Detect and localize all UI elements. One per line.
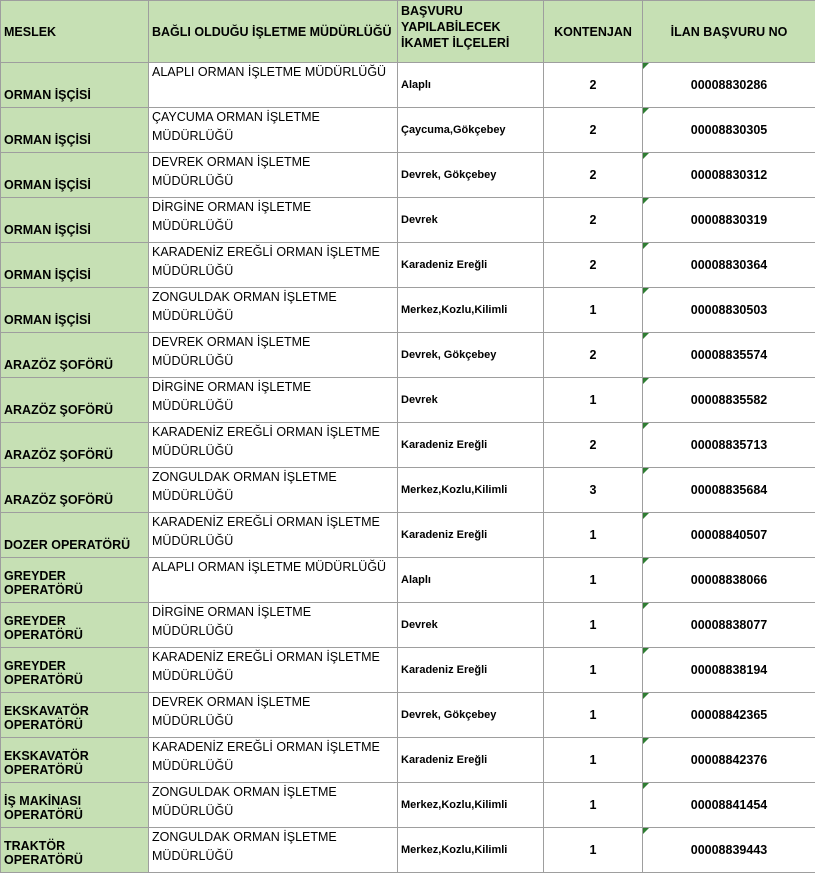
ilan-number: 00008830305 [691, 123, 767, 137]
header-ilan[interactable]: İLAN BAŞVURU NO [643, 1, 815, 63]
ilan-cell[interactable] [643, 243, 815, 288]
mudurluk-cell[interactable]: DEVREK ORMAN İŞLETME MÜDÜRLÜĞÜ [149, 333, 398, 378]
table-row [1, 603, 815, 648]
ilan-cell[interactable] [643, 333, 815, 378]
meslek-cell[interactable]: ORMAN İŞÇİSİ [1, 198, 149, 243]
meslek-cell[interactable]: EKSKAVATÖR OPERATÖRÜ [1, 738, 149, 783]
kontenjan-cell[interactable]: 2 [544, 198, 643, 243]
table-row [1, 738, 815, 783]
mudurluk-cell[interactable]: KARADENİZ EREĞLİ ORMAN İŞLETME MÜDÜRLÜĞÜ [149, 738, 398, 783]
ilce-cell[interactable]: Karadeniz Ereğli [398, 423, 544, 468]
table-row [1, 828, 815, 873]
table-row [1, 108, 815, 153]
table-row [1, 63, 815, 108]
ilan-cell[interactable] [643, 423, 815, 468]
table-row [1, 513, 815, 558]
comment-indicator-icon [643, 153, 649, 159]
ilce-cell[interactable]: Devrek, Gökçebey [398, 333, 544, 378]
ilan-cell[interactable] [643, 378, 815, 423]
ilan-number: 00008838077 [691, 618, 767, 632]
meslek-cell[interactable]: DOZER OPERATÖRÜ [1, 513, 149, 558]
ilan-number: 00008830503 [691, 303, 767, 317]
meslek-cell[interactable]: ORMAN İŞÇİSİ [1, 63, 149, 108]
ilan-number: 00008835713 [691, 438, 767, 452]
table-row [1, 783, 815, 828]
ilce-cell[interactable]: Merkez,Kozlu,Kilimli [398, 468, 544, 513]
ilan-cell[interactable] [643, 738, 815, 783]
ilan-number: 00008841454 [691, 798, 767, 812]
mudurluk-cell[interactable]: ZONGULDAK ORMAN İŞLETME MÜDÜRLÜĞÜ [149, 468, 398, 513]
comment-indicator-icon [643, 378, 649, 384]
ilan-number: 00008838066 [691, 573, 767, 587]
table-row [1, 333, 815, 378]
header-row [1, 1, 815, 63]
kontenjan-cell[interactable]: 2 [544, 423, 643, 468]
table-row [1, 468, 815, 513]
kontenjan-cell[interactable]: 1 [544, 513, 643, 558]
meslek-cell[interactable]: ARAZÖZ ŞOFÖRÜ [1, 468, 149, 513]
comment-indicator-icon [643, 513, 649, 519]
ilan-cell[interactable] [643, 108, 815, 153]
comment-indicator-icon [643, 693, 649, 699]
comment-indicator-icon [643, 108, 649, 114]
meslek-cell[interactable]: GREYDER OPERATÖRÜ [1, 648, 149, 693]
meslek-cell[interactable]: ORMAN İŞÇİSİ [1, 288, 149, 333]
ilan-number: 00008838194 [691, 663, 767, 677]
ilan-number: 00008830319 [691, 213, 767, 227]
ilan-cell[interactable] [643, 468, 815, 513]
comment-indicator-icon [643, 63, 649, 69]
ilan-number: 00008835582 [691, 393, 767, 407]
mudurluk-cell[interactable]: KARADENİZ EREĞLİ ORMAN İŞLETME MÜDÜRLÜĞÜ [149, 423, 398, 468]
comment-indicator-icon [643, 828, 649, 834]
meslek-cell[interactable]: GREYDER OPERATÖRÜ [1, 558, 149, 603]
table-row [1, 198, 815, 243]
mudurluk-cell[interactable]: DİRGİNE ORMAN İŞLETME MÜDÜRLÜĞÜ [149, 603, 398, 648]
kontenjan-cell[interactable]: 1 [544, 693, 643, 738]
ilce-cell[interactable]: Karadeniz Ereğli [398, 738, 544, 783]
ilan-number: 00008830364 [691, 258, 767, 272]
ilan-number: 00008830286 [691, 78, 767, 92]
kontenjan-cell[interactable]: 1 [544, 738, 643, 783]
mudurluk-cell[interactable]: DİRGİNE ORMAN İŞLETME MÜDÜRLÜĞÜ [149, 198, 398, 243]
comment-indicator-icon [643, 738, 649, 744]
kontenjan-cell[interactable]: 2 [544, 108, 643, 153]
mudurluk-cell[interactable]: KARADENİZ EREĞLİ ORMAN İŞLETME MÜDÜRLÜĞÜ [149, 513, 398, 558]
table-row [1, 288, 815, 333]
ilce-cell[interactable]: Devrek [398, 378, 544, 423]
mudurluk-cell[interactable]: DEVREK ORMAN İŞLETME MÜDÜRLÜĞÜ [149, 153, 398, 198]
ilce-cell[interactable]: Çaycuma,Gökçebey [398, 108, 544, 153]
ilce-cell[interactable]: Devrek, Gökçebey [398, 153, 544, 198]
kontenjan-cell[interactable]: 1 [544, 828, 643, 873]
table-row [1, 378, 815, 423]
mudurluk-cell[interactable]: ZONGULDAK ORMAN İŞLETME MÜDÜRLÜĞÜ [149, 783, 398, 828]
ilan-cell[interactable] [643, 603, 815, 648]
table-row [1, 693, 815, 738]
header-ilce[interactable]: BAŞVURU YAPILABİLECEK İKAMET İLÇELERİ [398, 1, 544, 63]
ilan-cell[interactable] [643, 63, 815, 108]
ilan-number: 00008842376 [691, 753, 767, 767]
meslek-cell[interactable]: ORMAN İŞÇİSİ [1, 153, 149, 198]
ilan-number: 00008840507 [691, 528, 767, 542]
ilce-cell[interactable]: Alaplı [398, 558, 544, 603]
table-body [1, 63, 815, 873]
mudurluk-cell[interactable]: ALAPLI ORMAN İŞLETME MÜDÜRLÜĞÜ [149, 558, 398, 603]
ilan-cell[interactable] [643, 198, 815, 243]
mudurluk-cell[interactable]: DİRGİNE ORMAN İŞLETME MÜDÜRLÜĞÜ [149, 378, 398, 423]
ilce-cell[interactable]: Karadeniz Ereğli [398, 243, 544, 288]
meslek-cell[interactable]: İŞ MAKİNASI OPERATÖRÜ [1, 783, 149, 828]
kontenjan-cell[interactable]: 2 [544, 333, 643, 378]
header-meslek[interactable]: MESLEK [1, 1, 149, 63]
comment-indicator-icon [643, 558, 649, 564]
kontenjan-cell[interactable]: 1 [544, 558, 643, 603]
ilce-cell[interactable]: Alaplı [398, 63, 544, 108]
ilan-cell[interactable] [643, 513, 815, 558]
meslek-cell[interactable]: GREYDER OPERATÖRÜ [1, 603, 149, 648]
kontenjan-cell[interactable]: 1 [544, 603, 643, 648]
meslek-cell[interactable]: ARAZÖZ ŞOFÖRÜ [1, 378, 149, 423]
header-kontenjan[interactable]: KONTENJAN [544, 1, 643, 63]
kontenjan-cell[interactable]: 1 [544, 783, 643, 828]
comment-indicator-icon [643, 198, 649, 204]
ilce-cell[interactable]: Devrek [398, 198, 544, 243]
table-row [1, 243, 815, 288]
kontenjan-cell[interactable]: 2 [544, 153, 643, 198]
meslek-cell[interactable]: TRAKTÖR OPERATÖRÜ [1, 828, 149, 873]
table-row [1, 558, 815, 603]
comment-indicator-icon [643, 603, 649, 609]
ilce-cell[interactable]: Merkez,Kozlu,Kilimli [398, 288, 544, 333]
ilan-cell[interactable] [643, 828, 815, 873]
ilce-cell[interactable]: Merkez,Kozlu,Kilimli [398, 783, 544, 828]
ilce-cell[interactable]: Devrek, Gökçebey [398, 693, 544, 738]
comment-indicator-icon [643, 243, 649, 249]
meslek-cell[interactable]: ORMAN İŞÇİSİ [1, 243, 149, 288]
mudurluk-cell[interactable]: KARADENİZ EREĞLİ ORMAN İŞLETME MÜDÜRLÜĞÜ [149, 648, 398, 693]
kontenjan-cell[interactable]: 1 [544, 378, 643, 423]
mudurluk-cell[interactable]: DEVREK ORMAN İŞLETME MÜDÜRLÜĞÜ [149, 693, 398, 738]
kontenjan-cell[interactable]: 1 [544, 648, 643, 693]
ilce-cell[interactable]: Devrek [398, 603, 544, 648]
ilan-number: 00008842365 [691, 708, 767, 722]
ilce-cell[interactable]: Merkez,Kozlu,Kilimli [398, 828, 544, 873]
ilce-cell[interactable]: Karadeniz Ereğli [398, 648, 544, 693]
mudurluk-cell[interactable]: ZONGULDAK ORMAN İŞLETME MÜDÜRLÜĞÜ [149, 828, 398, 873]
kontenjan-cell[interactable]: 2 [544, 243, 643, 288]
ilan-cell[interactable] [643, 693, 815, 738]
mudurluk-cell[interactable]: ALAPLI ORMAN İŞLETME MÜDÜRLÜĞÜ [149, 63, 398, 108]
table-row [1, 153, 815, 198]
ilan-cell[interactable] [643, 153, 815, 198]
comment-indicator-icon [643, 468, 649, 474]
ilan-number: 00008830312 [691, 168, 767, 182]
comment-indicator-icon [643, 423, 649, 429]
comment-indicator-icon [643, 783, 649, 789]
table-row [1, 423, 815, 468]
table-row [1, 648, 815, 693]
ilan-number: 00008839443 [691, 843, 767, 857]
meslek-cell[interactable]: EKSKAVATÖR OPERATÖRÜ [1, 693, 149, 738]
kontenjan-cell[interactable]: 3 [544, 468, 643, 513]
ilan-number: 00008835574 [691, 348, 767, 362]
ilce-cell[interactable]: Karadeniz Ereğli [398, 513, 544, 558]
ilan-number: 00008835684 [691, 483, 767, 497]
comment-indicator-icon [643, 288, 649, 294]
comment-indicator-icon [643, 648, 649, 654]
meslek-cell[interactable]: ARAZÖZ ŞOFÖRÜ [1, 333, 149, 378]
mudurluk-cell[interactable]: ÇAYCUMA ORMAN İŞLETME MÜDÜRLÜĞÜ [149, 108, 398, 153]
ilan-cell[interactable] [643, 783, 815, 828]
comment-indicator-icon [643, 333, 649, 339]
meslek-cell[interactable]: ARAZÖZ ŞOFÖRÜ [1, 423, 149, 468]
header-mudurluk[interactable]: BAĞLI OLDUĞU İŞLETME MÜDÜRLÜĞÜ [149, 1, 398, 63]
kontenjan-cell[interactable]: 1 [544, 288, 643, 333]
ilan-cell[interactable] [643, 288, 815, 333]
mudurluk-cell[interactable]: ZONGULDAK ORMAN İŞLETME MÜDÜRLÜĞÜ [149, 288, 398, 333]
ilan-cell[interactable] [643, 558, 815, 603]
meslek-cell[interactable]: ORMAN İŞÇİSİ [1, 108, 149, 153]
ilan-cell[interactable] [643, 648, 815, 693]
mudurluk-cell[interactable]: KARADENİZ EREĞLİ ORMAN İŞLETME MÜDÜRLÜĞÜ [149, 243, 398, 288]
kontenjan-cell[interactable]: 2 [544, 63, 643, 108]
